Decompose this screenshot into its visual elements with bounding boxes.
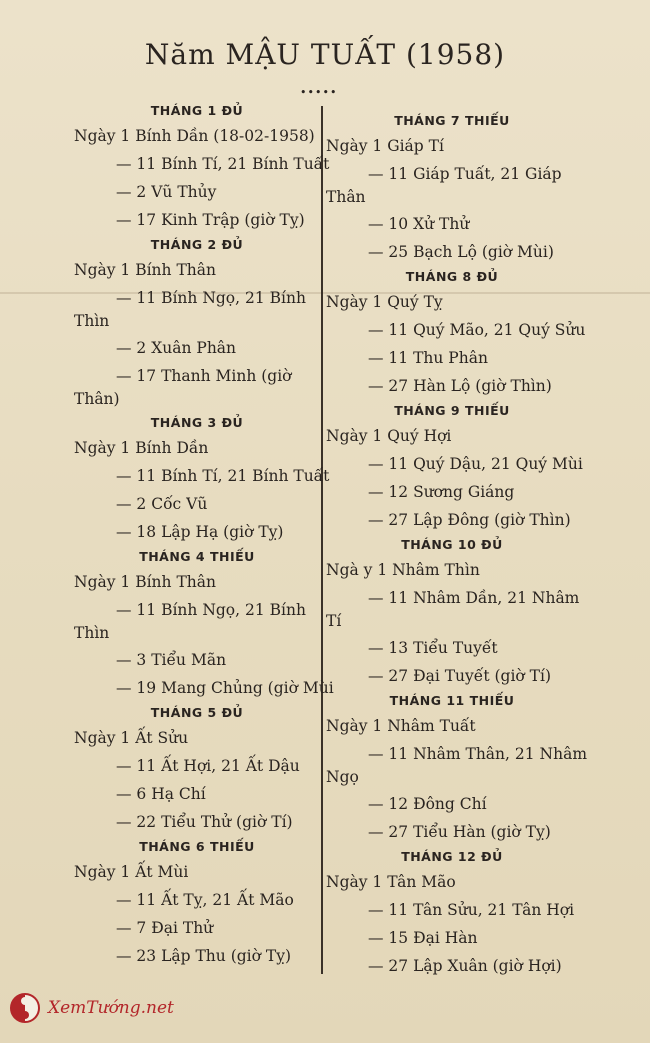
month-first-day: Ngà y 1 Nhâm Thìn [326,561,480,579]
month-heading: THÁNG 8 ĐỦ [405,269,499,284]
month-entry: — 27 Tiểu Hàn (giờ Tỵ) [368,823,551,841]
entry-continuation: Tí [326,612,342,630]
month-first-day: Ngày 1 Nhâm Tuất [326,717,476,735]
month-entry: — 11 Bính Ngọ, 21 Bính [116,601,306,619]
month-section [326,534,578,690]
month-section [326,266,586,400]
month-heading: THÁNG 4 THIẾU [139,549,255,564]
month-entry: — 7 Đại Thử [116,919,214,937]
month-entry: — 11 Tân Sửu, 21 Tân Hợi [368,901,575,919]
month-section [74,702,320,836]
right-column [326,110,588,980]
month-entry: — 27 Đại Tuyết (giờ Tí) [368,667,552,685]
month-heading: THÁNG 2 ĐỦ [150,237,244,252]
month-first-day: Ngày 1 Giáp Tí [326,137,444,155]
month-first-day: Ngày 1 Tân Mão [326,873,456,891]
entry-continuation: Ngọ [326,768,359,786]
entry-continuation: Thân [326,188,366,206]
month-first-day: Ngày 1 Bính Thân [74,261,216,279]
month-section [74,836,320,970]
month-entry: — 2 Vũ Thủy [116,183,217,201]
month-section [74,412,330,546]
month-entry: — 11 Quý Dậu, 21 Quý Mùi [368,455,583,473]
title-ornament: ••••• [300,86,338,99]
month-entry: — 11 Thu Phân [368,349,488,367]
yin-yang-icon [10,993,40,1023]
month-entry: — 11 Ất Tỵ, 21 Ất Mão [116,891,294,909]
month-entry: — 27 Lập Xuân (giờ Hợi) [368,957,562,975]
month-entry: — 13 Tiểu Tuyết [368,639,498,657]
month-heading: THÁNG 3 ĐỦ [150,415,244,430]
watermark-logo[interactable] [10,990,174,1026]
month-entry: — 11 Bính Ngọ, 21 Bính [116,289,306,307]
month-section [326,846,578,980]
month-heading: THÁNG 6 THIẾU [139,839,255,854]
entry-continuation: Thân) [74,390,120,408]
month-heading: THÁNG 11 THIẾU [389,693,515,708]
month-entry: — 10 Xử Thử [368,215,470,233]
month-entry: — 11 Nhâm Thân, 21 Nhâm [368,745,588,763]
month-heading: THÁNG 12 ĐỦ [401,849,503,864]
month-section [74,234,320,412]
month-entry: — 11 Ất Hợi, 21 Ất Dậu [116,757,300,775]
month-entry: — 27 Lập Đông (giờ Thìn) [368,511,571,529]
month-heading: THÁNG 1 ĐỦ [150,103,244,118]
entry-continuation: Thìn [74,624,110,642]
month-first-day: Ngày 1 Quý Hợi [326,427,452,445]
month-entry: — 19 Mang Chủng (giờ Mùi [116,679,334,697]
month-entry: — 23 Lập Thu (giờ Tỵ) [116,947,292,965]
month-entry: — 11 Quý Mão, 21 Quý Sửu [368,321,586,339]
watermark-text: XemTướng.net [48,998,174,1018]
month-heading: THÁNG 9 THIẾU [394,403,510,418]
month-section [326,400,583,534]
month-entry: — 17 Thanh Minh (giờ [116,367,292,385]
entry-continuation: Thìn [74,312,110,330]
month-entry: — 3 Tiểu Mãn [116,651,227,669]
month-entry: — 2 Cốc Vũ [116,495,208,513]
month-entry: — 6 Hạ Chí [116,785,206,803]
month-entry: — 2 Xuân Phân [116,339,237,357]
month-first-day: Ngày 1 Ất Mùi [74,863,189,881]
month-entry: — 25 Bạch Lộ (giờ Mùi) [368,243,554,261]
month-entry: — 27 Hàn Lộ (giờ Thìn) [368,377,552,395]
month-section [326,110,578,266]
month-entry: — 12 Đông Chí [368,795,487,813]
month-entry: — 11 Bính Tí, 21 Bính Tuất [116,155,330,173]
month-entry: — 15 Đại Hàn [368,929,478,947]
month-entry: — 11 Nhâm Dần, 21 Nhâm [368,589,580,607]
month-entry: — 12 Sương Giáng [368,483,515,501]
month-first-day: Ngày 1 Bính Dần (18-02-1958) [74,127,315,145]
month-heading: THÁNG 7 THIẾU [394,113,510,128]
left-column [74,100,334,970]
month-first-day: Ngày 1 Bính Dần [74,439,209,457]
month-first-day: Ngày 1 Ất Sửu [74,729,189,747]
month-first-day: Ngày 1 Bính Thân [74,573,216,591]
month-entry: — 17 Kinh Trập (giờ Tỵ) [116,211,305,229]
page-title: Năm MẬU TUẤT (1958) [144,38,506,71]
month-section [326,690,588,846]
month-first-day: Ngày 1 Quý Tỵ [326,293,443,311]
month-section [74,100,330,234]
month-entry: — 11 Giáp Tuất, 21 Giáp [368,165,562,183]
month-heading: THÁNG 10 ĐỦ [401,537,503,552]
month-entry: — 18 Lập Hạ (giờ Tỵ) [116,523,284,541]
month-entry: — 11 Bính Tí, 21 Bính Tuất [116,467,330,485]
month-heading: THÁNG 5 ĐỦ [150,705,244,720]
column-divider [321,106,323,974]
month-entry: — 22 Tiểu Thử (giờ Tí) [116,813,293,831]
